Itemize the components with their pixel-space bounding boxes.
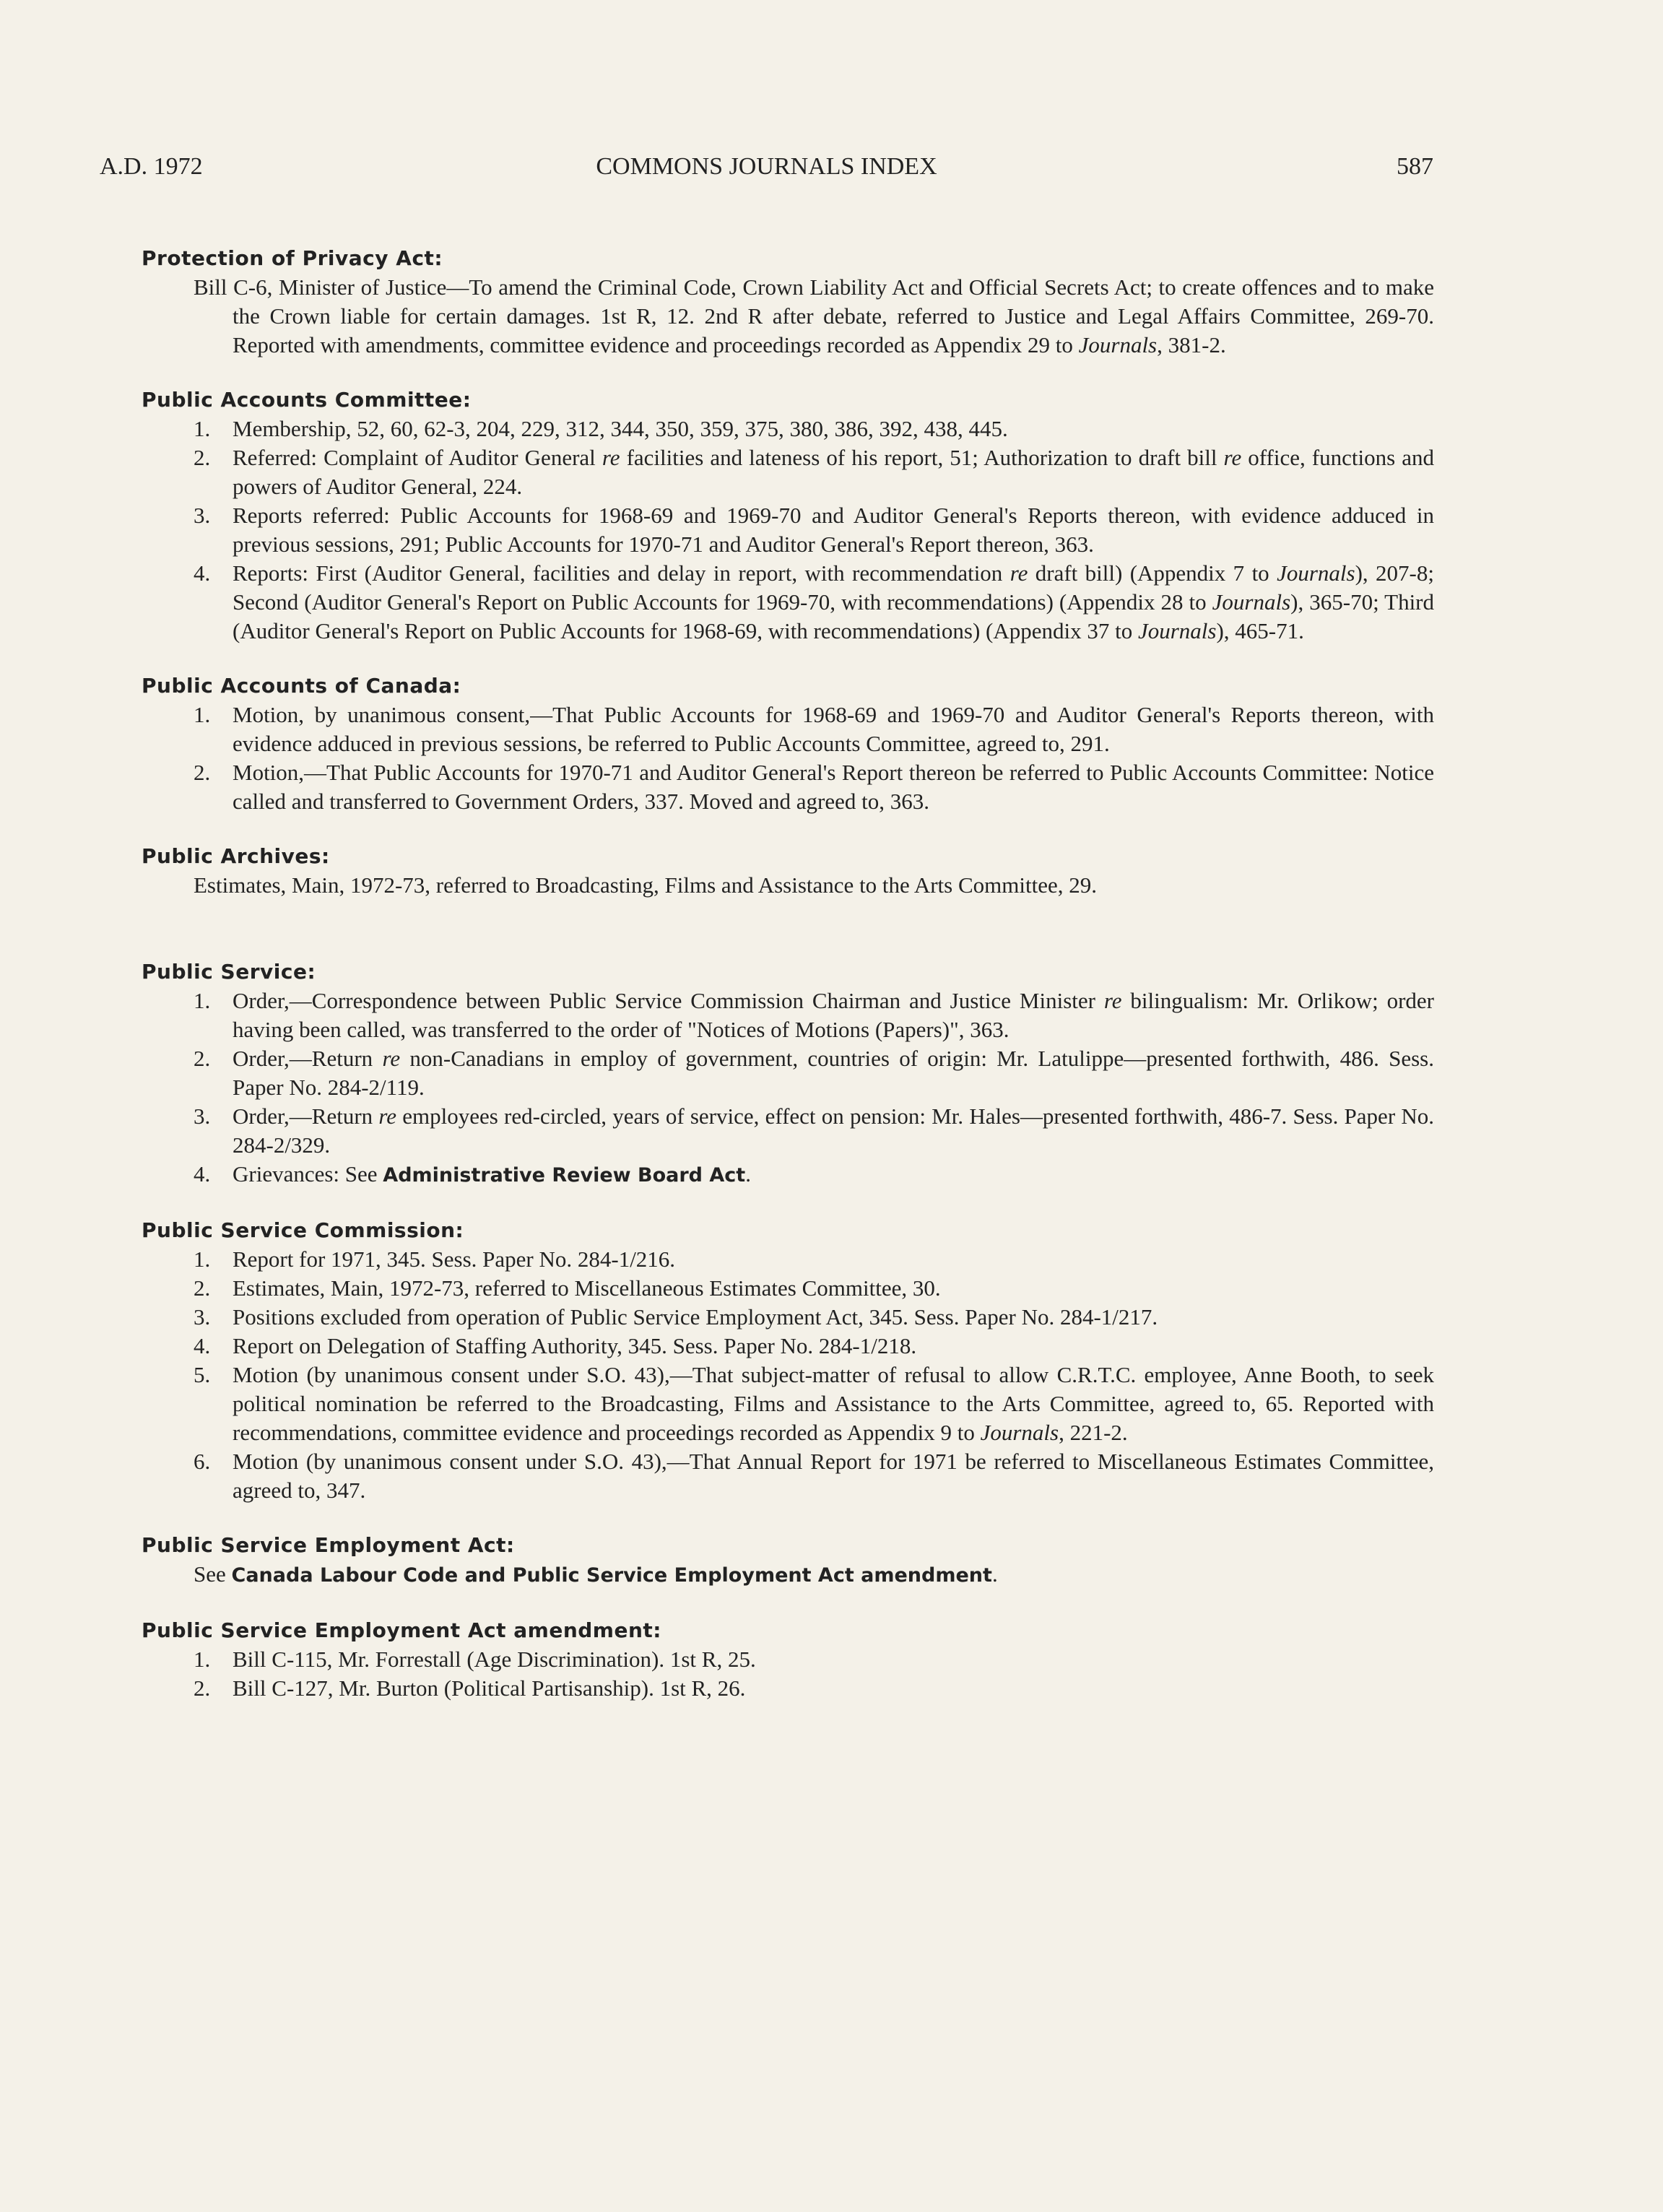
list-item: 1. Motion, by unanimous consent,—That Public Accounts for 1968-69 and 1969-70 and Auditor General's Reports thereon, with evidence adduced in previous sessions, be referred to Public Accounts Committee, agreed to, 291.: [194, 702, 1434, 756]
index-entry-protection-of-privacy-act: [142, 244, 1434, 360]
list-item: 2. Bill C-127, Mr. Burton (Political Partisanship). 1st R, 26.: [194, 1675, 746, 1701]
entry-heading: Protection of Privacy Act:: [142, 246, 443, 270]
index-entry-public-archives: [142, 842, 1434, 900]
cross-reference: Canada Labour Code and Public Service Employment Act amendment: [231, 1564, 992, 1587]
list-item: 4. Grievances: See Administrative Review Board Act.: [194, 1161, 751, 1187]
entry-heading: Public Accounts Committee:: [142, 388, 472, 412]
list-item: 2. Estimates, Main, 1972-73, referred to Miscellaneous Estimates Committee, 30.: [194, 1275, 941, 1301]
index-entry-public-service-commission: [142, 1216, 1434, 1505]
entry-heading: Public Service Employment Act:: [142, 1533, 515, 1557]
list-item: 6. Motion (by unanimous consent under S.O. 43),—That Annual Report for 1971 be referred to Miscellaneous Estimates Committee, agreed to, 347.: [194, 1449, 1434, 1503]
list-item: 1. Order,—Correspondence between Public Service Commission Chairman and Justice Minister re bilingualism: Mr. Orlikow; order having been called, was transferred to the order of "Notices of Motions (Papers)", 363.: [194, 988, 1434, 1042]
page-number: 587: [1397, 153, 1433, 180]
list-item: 4. Report on Delegation of Staffing Authority, 345. Sess. Paper No. 284-1/218.: [194, 1333, 917, 1358]
index-entry-public-accounts-of-canada: [142, 672, 1434, 816]
entry-text: Bill C-6, Minister of Justice—To amend the Criminal Code, Crown Liability Act and Official Secrets Act; to create offences and to make the Crown liable for certain damages. 1st R, 12. 2nd R after debate, referred to Justice and Legal Affairs Committee, 269-70. Reported with amendments, committee evidence and proceedings recorded as Appendix 29 to Journals, 381-2.: [194, 274, 1434, 357]
header-title: COMMONS JOURNALS INDEX: [596, 153, 937, 180]
entry-items: [142, 1645, 1434, 1703]
header-year: A.D. 1972: [100, 153, 203, 180]
entry-heading: Public Archives:: [142, 844, 330, 868]
entry-text: Estimates, Main, 1972-73, referred to Broadcasting, Films and Assistance to the Arts Committee, 29.: [194, 872, 1097, 898]
index-entry-public-service-employment-act: [142, 1531, 1434, 1590]
list-item: 1. Membership, 52, 60, 62-3, 204, 229, 312, 344, 350, 359, 375, 380, 386, 392, 438, 445.: [194, 416, 1008, 441]
entry-items: [142, 701, 1434, 816]
entry-heading: Public Service Employment Act amendment:: [142, 1618, 661, 1642]
index-content: [142, 244, 1434, 1729]
cross-reference: Administrative Review Board Act: [383, 1164, 746, 1187]
entry-heading: Public Accounts of Canada:: [142, 674, 461, 698]
entry-items: [142, 415, 1434, 646]
index-entry-public-service: [142, 958, 1434, 1190]
list-item: 1. Bill C-115, Mr. Forrestall (Age Discrimination). 1st R, 25.: [194, 1647, 756, 1672]
list-item: 3. Positions excluded from operation of Public Service Employment Act, 345. Sess. Paper No. 284-1/217.: [194, 1304, 1158, 1330]
entry-items: [142, 986, 1434, 1190]
list-item: 2. Motion,—That Public Accounts for 1970-71 and Auditor General's Report thereon be referred to Public Accounts Committee: Notice called and transferred to Government Orders, 337. Moved and agreed to, 363.: [194, 760, 1434, 814]
index-entry-public-accounts-committee: [142, 386, 1434, 646]
list-item: 3. Reports referred: Public Accounts for 1968-69 and 1969-70 and Auditor General's Reports thereon, with evidence adduced in previous sessions, 291; Public Accounts for 1970-71 and Auditor General's Report thereon, 363.: [194, 503, 1434, 557]
list-item: 2. Order,—Return re non-Canadians in employ of government, countries of origin: Mr. Latulippe—presented forthwith, 486. Sess. Paper No. 284-2/119.: [194, 1046, 1434, 1100]
entry-heading: Public Service:: [142, 960, 316, 984]
list-item: 3. Order,—Return re employees red-circled, years of service, effect on pension: Mr. Hales—presented forthwith, 486-7. Sess. Paper No. 284-2/329.: [194, 1103, 1434, 1158]
list-item: 4. Reports: First (Auditor General, facilities and delay in report, with recommendation re draft bill) (Appendix 7 to Journals), 207-8; Second (Auditor General's Report on Public Accounts for 1969-70, with recommendations) (Appendix 28 to Journals), 365-70; Third (Auditor General's Report on Public Accounts for 1968-69, with recommendations) (Appendix 37 to Journals), 465-71.: [194, 560, 1435, 643]
list-item: 2. Referred: Complaint of Auditor General re facilities and lateness of his report, 51; Authorization to draft bill re office, functions and powers of Auditor General, 224.: [194, 445, 1434, 499]
entry-text: See Canada Labour Code and Public Service Employment Act amendment.: [194, 1561, 998, 1587]
entry-items: [142, 1245, 1434, 1505]
entry-heading: Public Service Commission:: [142, 1218, 464, 1242]
list-item: 1. Report for 1971, 345. Sess. Paper No. 284-1/216.: [194, 1246, 676, 1272]
list-item: 5. Motion (by unanimous consent under S.O. 43),—That subject-matter of refusal to allow C.R.T.C. employee, Anne Booth, to seek political nomination be referred to the Broadcasting, Films and Assistance to the Arts Committee, agreed to, 65. Reported with recommendations, committee evidence and proceedings recorded as Appendix 9 to Journals, 221-2.: [194, 1362, 1434, 1445]
index-entry-public-service-employment-act-amendment: [142, 1616, 1434, 1703]
page-header: [100, 153, 1433, 189]
